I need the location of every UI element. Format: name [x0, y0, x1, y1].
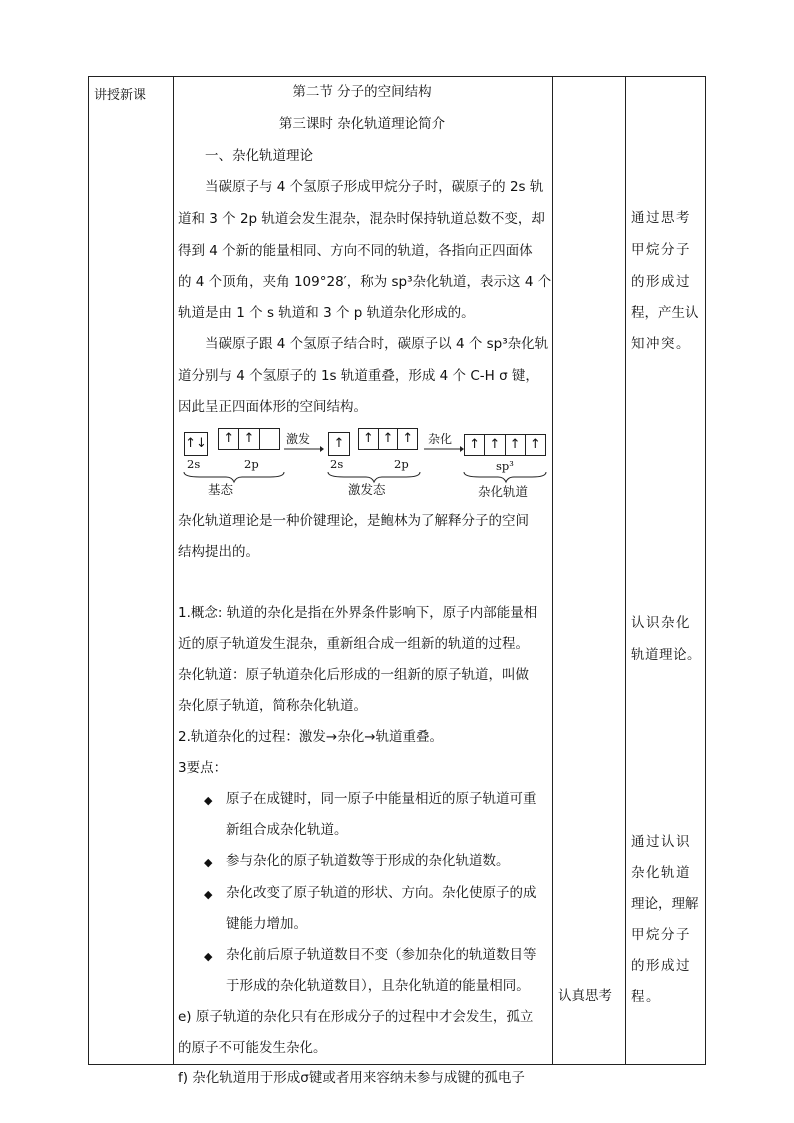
label-2s: 2s — [330, 457, 344, 471]
label-ground-state: 基态 — [208, 482, 234, 497]
para3-line: 杂化轨道理论是一种价键理论，是鲍林为了解释分子的空间 — [178, 513, 529, 529]
diamond-bullet-icon: ◆ — [204, 888, 213, 901]
diamond-bullet-icon: ◆ — [204, 856, 213, 869]
points-title: 3要点： — [178, 760, 228, 776]
label-2s: 2s — [187, 457, 201, 471]
concept-line: 近的原子轨道发生混杂，重新组合成一组新的轨道的过程。 — [178, 636, 529, 652]
column-divider — [552, 77, 553, 1064]
para1-line: 轨道是由 1 个 s 轨道和 3 个 p 轨道杂化形成的。 — [178, 305, 475, 321]
label-2p: 2p — [244, 457, 259, 471]
up-arrow-icon: ↑ — [333, 436, 345, 451]
up-arrow-icon: ↑ — [506, 435, 526, 455]
para1-line: 道和 3 个 2p 轨道会发生混杂，混杂时保持轨道总数不变，却 — [178, 211, 545, 227]
para2-line: 当碳原子跟 4 个氢原子结合时，碳原子以 4 个 sp³杂化轨 — [205, 336, 549, 352]
note-line: 的形成过 — [631, 958, 691, 974]
orbital-box-2s-excited — [328, 432, 350, 456]
arrow-label-hybridize: 杂化 — [428, 432, 453, 446]
right-arrow-icon — [424, 444, 464, 454]
point-line: 杂化前后原子轨道数目不变（参加杂化的轨道数目等 — [226, 947, 537, 963]
column-divider — [625, 77, 626, 1064]
note-line: 认识杂化 — [631, 615, 691, 631]
point-line: 新组合成杂化轨道。 — [226, 822, 348, 838]
note-line: 的形成过 — [631, 274, 691, 290]
arrow-label-excite: 激发 — [286, 432, 311, 446]
para2-line: 道分别与 4 个氢原子的 1s 轨道重叠，形成 4 个 C-H σ 键， — [178, 368, 539, 384]
diamond-bullet-icon: ◆ — [204, 950, 213, 963]
up-arrow-icon: ↑ — [529, 437, 541, 452]
note-line: 知冲突。 — [631, 336, 691, 352]
point-line: 于形成的杂化轨道数目），且杂化轨道的能量相同。 — [226, 978, 530, 994]
para1-line: 得到 4 个新的能量相同、方向不同的轨道，各指向正四面体 — [178, 243, 533, 259]
orbital-diagram — [180, 424, 550, 500]
note-line: 甲烷分子 — [631, 927, 691, 943]
diamond-bullet-icon: ◆ — [204, 794, 213, 807]
label-2p: 2p — [394, 457, 409, 471]
point-e-line: e) 原子轨道的杂化只有在形成分子的过程中才会发生，孤立 — [178, 1009, 534, 1025]
label-sp3: sp³ — [496, 459, 514, 473]
student-activity: 认真思考 — [558, 988, 612, 1004]
right-arrow-icon — [284, 444, 324, 454]
lesson-title: 第三课时 杂化轨道理论简介 — [278, 116, 446, 132]
point-line: 原子在成键时，同一原子中能量相近的原子轨道可重 — [226, 791, 537, 807]
column-divider — [173, 77, 174, 1064]
para1-line: 的 4 个顶角，夹角 109°28′，称为 sp³杂化轨道，表示这 4 个 — [178, 274, 552, 290]
para1-line: 当碳原子与 4 个氢原子形成甲烷分子时，碳原子的 2s 轨 — [205, 179, 544, 195]
note-line: 程，产生认 — [631, 305, 699, 321]
up-arrow-icon: ↑ — [359, 429, 379, 449]
up-arrow-icon: ↑ — [402, 431, 414, 446]
electron-pair-arrow: ↑↓ — [185, 436, 207, 451]
note-line: 通过认识 — [631, 834, 691, 850]
section-label: 讲授新课 — [94, 88, 147, 103]
note-line: 理论，理解 — [631, 896, 699, 912]
up-arrow-icon: ↑ — [465, 435, 485, 455]
point-line: 参与杂化的原子轨道数等于形成的杂化轨道数。 — [226, 853, 510, 869]
empty-orbital — [260, 429, 279, 449]
heading-hybrid-theory: 一、杂化轨道理论 — [205, 148, 313, 164]
concept-line: 杂化原子轨道，简称杂化轨道。 — [178, 698, 367, 714]
up-arrow-icon: ↑ — [239, 429, 259, 449]
point-e-line: 的原子不可能发生杂化。 — [178, 1040, 327, 1056]
label-excited-state: 激发态 — [348, 482, 386, 497]
point-line: 键能力增加。 — [226, 916, 307, 932]
orbital-box-2p — [218, 428, 280, 450]
section-title: 第二节 分子的空间结构 — [292, 84, 432, 100]
orbital-box-2p-excited — [358, 428, 418, 450]
note-line: 杂化轨道 — [631, 865, 691, 881]
point-f-line: f) 杂化轨道用于形成σ键或者用来容纳未参与成键的孤电子 — [178, 1070, 525, 1086]
para2-line: 因此呈正四面体形的空间结构。 — [178, 399, 367, 415]
note-line: 轨道理论。 — [631, 647, 701, 663]
concept-line: 杂化轨道：原子轨道杂化后形成的一组新的原子轨道，叫做 — [178, 667, 529, 683]
up-arrow-icon: ↑ — [379, 429, 399, 449]
up-arrow-icon: ↑ — [485, 435, 505, 455]
para3-line: 结构提出的。 — [178, 544, 259, 560]
point-line: 杂化改变了原子轨道的形状、方向。杂化使原子的成 — [226, 885, 537, 901]
note-line: 甲烷分子 — [631, 242, 691, 258]
up-arrow-icon: ↑ — [219, 429, 239, 449]
orbital-box-sp3 — [464, 434, 546, 456]
note-line: 通过思考 — [631, 210, 691, 226]
concept-line: 1.概念: 轨道的杂化是指在外界条件影响下，原子内部能量相 — [178, 605, 538, 621]
label-hybrid-orbital: 杂化轨道 — [478, 484, 529, 499]
process-line: 2.轨道杂化的过程：激发→杂化→轨道重叠。 — [178, 729, 444, 745]
orbital-box-2s — [184, 432, 208, 456]
note-line: 程。 — [631, 989, 661, 1005]
